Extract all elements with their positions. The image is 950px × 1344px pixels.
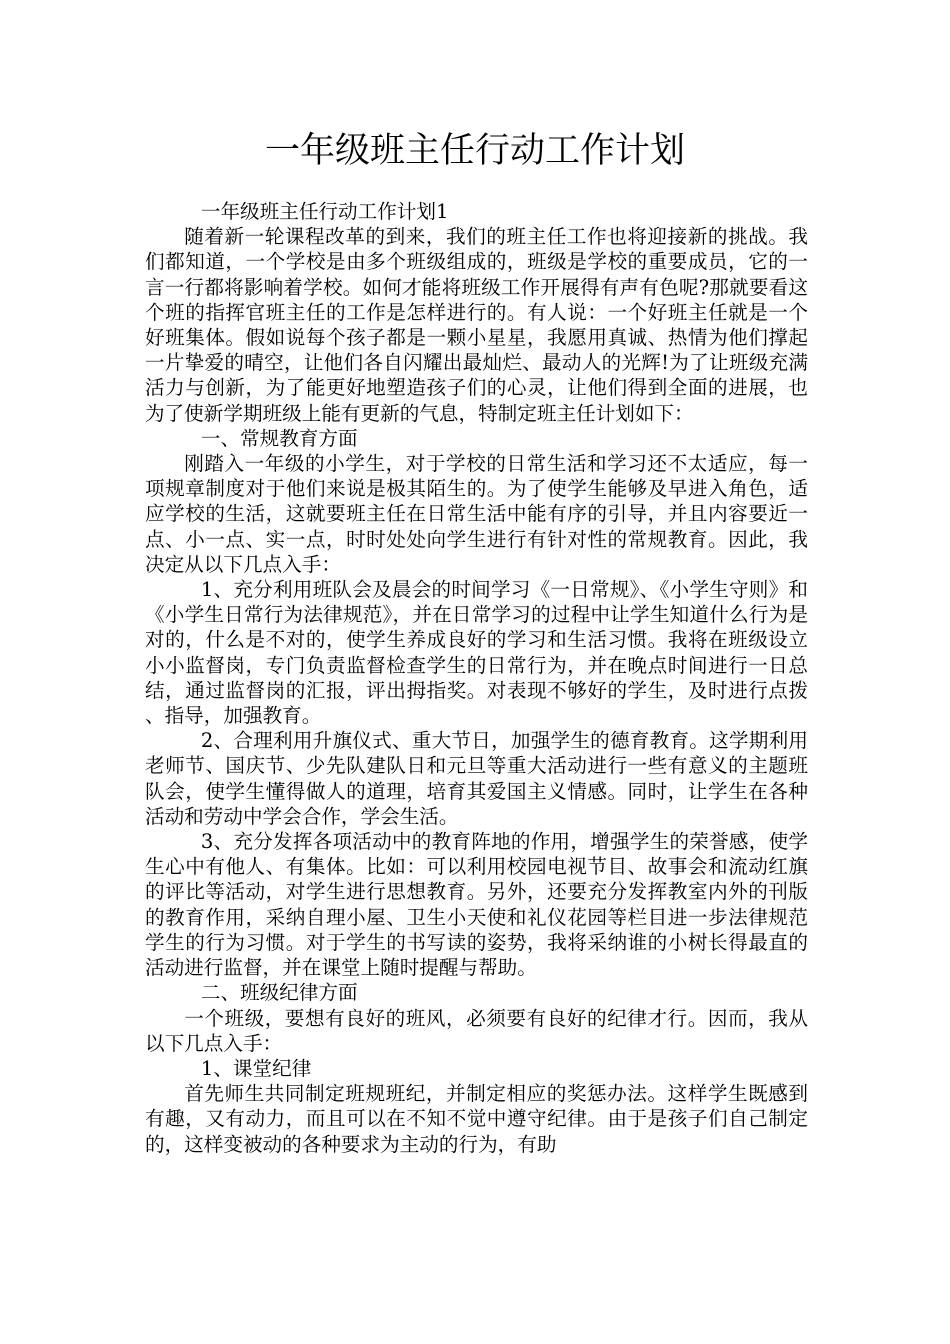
document-title: 一年级班主任行动工作计划 — [264, 131, 685, 171]
list-item-2: 2、合理利用升旗仪式、重大节日，加强学生的德育教育。这学期利用老师节、国庆节、少先队建队日和元旦等重大活动进行一些有意义的主题班队会，使学生懂得做人的道理，培育其爱国主义情感。同时，让学生在各种活动和劳动中学会合作，学会生活。 — [145, 729, 808, 828]
list-item-1: 1、充分利用班队会及晨会的时间学习《一日常规》、《小学生守则》和《小学生日常行为法律规范》，并在日常学习的过程中让学生知道什么行为是对的，什么是不对的，使学生养成良好的学习和生活习惯。我将在班级设立小小监督岗，专门负责监督检查学生的日常行为，并在晚点时间进行一日总结，通过监督岗的汇报，评出拇指奖。对表现不够好的学生，及时进行点拨、指导，加强教育。 — [145, 578, 808, 728]
section-subtitle: 一年级班主任行动工作计划1 — [200, 200, 449, 223]
section-heading-routine-education: 一、常规教育方面 — [200, 426, 358, 450]
routine-education-paragraph: 刚踏入一年级的小学生，对于学校的日常生活和学习还不太适应，每一项规章制度对于他们来说是极其陌生的。为了使学生能够及早进入角色，适应学校的生活，这就要班主任在日常生活中能有序的引导，并且内容要近一点、小一点、实一点，时时处处向学生进行有针对性的常规教育。因此，我决定从以下几点入手： — [145, 452, 808, 576]
list-item-3: 3、充分发挥各项活动中的教育阵地的作用，增强学生的荣誉感，使学生心中有他人、有集体。比如：可以利用校园电视节目、故事会和流动红旗的评比等活动，对学生进行思想教育。另外，还要充分发挥教室内外的刊版的教育作用，采纳自理小屋、卫生小天使和礼仪花园等栏目进一步法律规范学生的行为习惯。对于学生的书写读的姿势，我将采纳谁的小树长得最直的活动进行监督，并在课堂上随时提醒与帮助。 — [145, 830, 808, 980]
document-body — [145, 199, 808, 1157]
intro-paragraph: 随着新一轮课程改革的到来，我们的班主任工作也将迎接新的挑战。我们都知道，一个学校是由多个班级组成的，班级是学校的重要成员，它的一言一行都将影响着学校。如何才能将班级工作开展得有声有色呢?那就要看这个班的指挥官班主任的工作是怎样进行的。有人说：一个好班主任就是一个好班集体。假如说每个孩子都是一颗小星星，我愿用真诚、热情为他们撑起一片挚爱的晴空，让他们各自闪耀出最灿烂、最动人的光辉!为了让班级充满活力与创新，为了能更好地塑造孩子们的心灵，让他们得到全面的进展，也为了使新学期班级上能有更新的气息，特制定班主任计划如下： — [145, 225, 808, 425]
section-heading-class-discipline: 二、班级纪律方面 — [200, 981, 358, 1005]
class-discipline-paragraph: 一个班级，要想有良好的班风，必须要有良好的纪律才行。因而，我从以下几点入手： — [145, 1006, 808, 1055]
subsection-heading-classroom-discipline: 1、课堂纪律 — [200, 1056, 312, 1080]
classroom-discipline-paragraph: 首先师生共同制定班规班纪，并制定相应的奖惩办法。这样学生既感到有趣，又有动力，而且可以在不知不觉中遵守纪律。由于是孩子们自己制定的，这样变被动的各种要求为主动的行为，有助 — [145, 1082, 808, 1156]
